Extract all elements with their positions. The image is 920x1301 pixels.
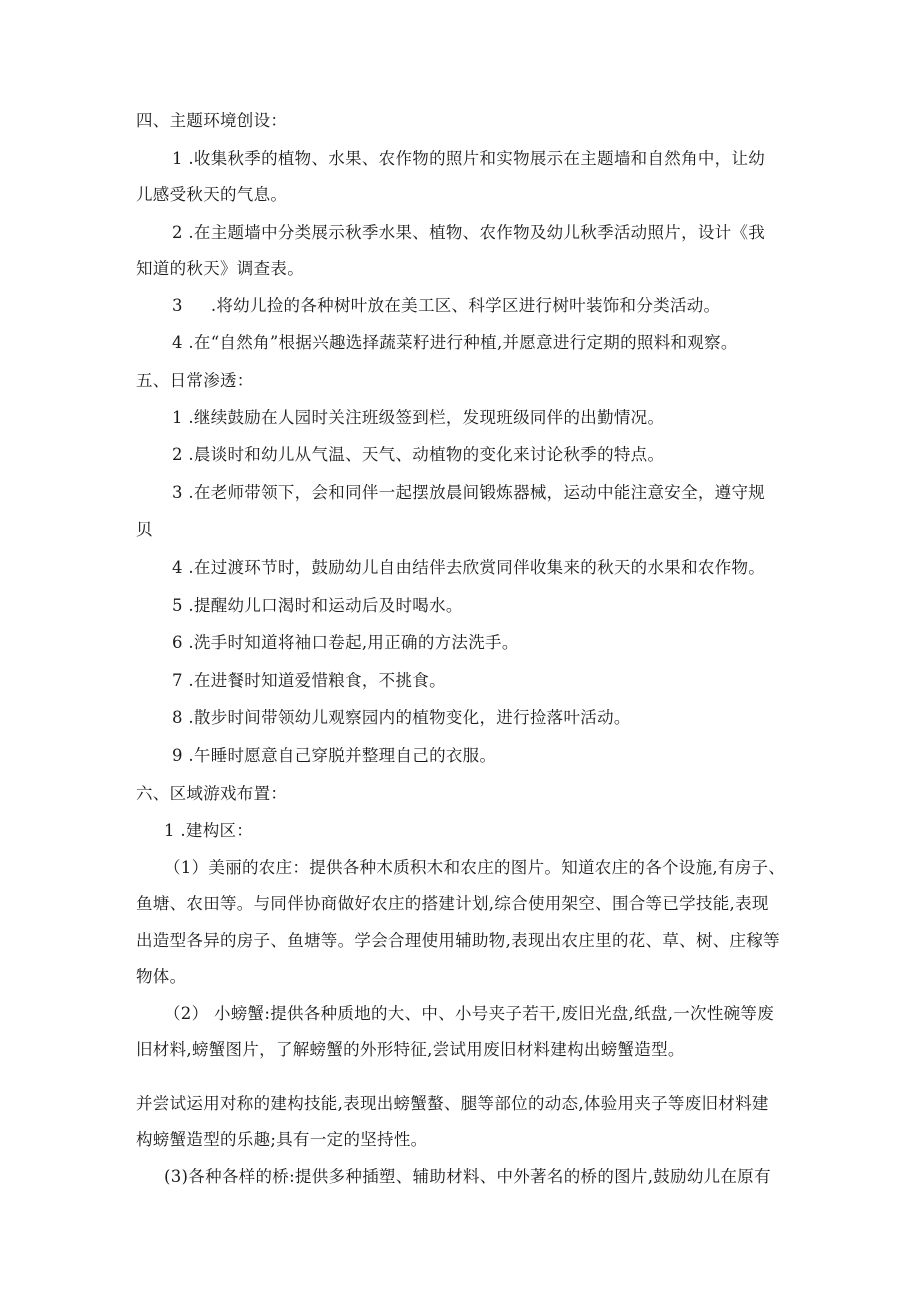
section5-item5: 5 .提醒幼儿口渴时和运动后及时喝水。 (172, 596, 463, 615)
section6-sub1: 1 .建构区： (164, 821, 254, 840)
section5-item3-line2: 贝 (136, 520, 153, 539)
section4-heading: 四、主题环境创设： (136, 111, 288, 130)
section5-item7: 7 .在进餐时知道爱惜粮食，不挑食。 (172, 671, 446, 690)
section5-item9: 9 .午睡时愿意自己穿脱并整理自己的衣服。 (172, 746, 497, 765)
section6-p1-line3: 出造型各异的房子、鱼塘等。学会合理使用辅助物,表现出农庄里的花、草、树、庄稼等 (136, 931, 780, 950)
section6-p1-line2: 鱼塘、农田等。与同伴协商做好农庄的搭建计划,综合使用架空、围合等已学技能,表现 (136, 894, 769, 913)
section6-p2-line1: （2） 小螃蟹:提供各种质地的大、中、小号夹子若干,废旧光盘,纸盘,一次性碗等废 (164, 1004, 775, 1023)
section6-heading: 六、区域游戏布置： (136, 784, 288, 803)
section6-p3-line2: 构螃蟹造型的乐趣;具有一定的坚持性。 (136, 1130, 428, 1149)
section6-p1-line1: （1）美丽的农庄：提供各种木质积木和农庄的图片。知道农庄的各个设施,有房子、 (164, 858, 786, 877)
section5-item8: 8 .散步时间带领幼儿观察园内的植物变化，进行捡落叶活动。 (172, 708, 631, 727)
section6-p2-line2: 旧材料,螃蟹图片，了解螃蟹的外形特征,尝试用废旧材料建构出螃蟹造型。 (136, 1040, 685, 1059)
section5-item4: 4 .在过渡环节时，鼓励幼儿自由结伴去欣赏同伴收集来的秋天的水果和农作物。 (172, 558, 766, 577)
section4-item2-line1: 2 .在主题墙中分类展示秋季水果、植物、农作物及幼儿秋季活动照片，设计《我 (172, 223, 766, 242)
section6-p1-line4: 物体。 (136, 967, 187, 986)
section6-p3-line1: 并尝试运用对称的建构技能,表现出螃蟹螯、腿等部位的动态,体验用夹子等废旧材料建 (136, 1094, 769, 1113)
section5-item6: 6 .洗手时知道将袖口卷起,用正确的方法洗手。 (172, 633, 519, 652)
section4-item3-text: .将幼儿捡的各种树叶放在美工区、科学区进行树叶装饰和分类活动。 (210, 296, 721, 315)
section5-heading: 五、日常渗透： (136, 371, 254, 390)
section4-item4: 4 .在“自然角”根据兴趣选择蔬菜籽进行种植,并愿意进行定期的照料和观察。 (172, 333, 738, 352)
section4-item3 (172, 295, 720, 317)
section6-p4-line1: (3)各种各样的桥:提供多种插塑、辅助材料、中外著名的桥的图片,鼓励幼儿在原有 (164, 1167, 771, 1186)
section4-item1-line2: 儿感受秋天的气息。 (136, 185, 288, 204)
section5-item3-line1: 3 .在老师带领下，会和同伴一起摆放晨间锻炼器械，运动中能注意安全，遵守规 (172, 483, 766, 502)
section4-item2-line2: 知道的秋天》调查表。 (136, 259, 304, 278)
section5-item2: 2 .晨谈时和幼儿从气温、天气、动植物的变化来讨论秋季的特点。 (172, 445, 665, 464)
section4-item3-number: 3 (172, 296, 183, 315)
section4-item1-line1: 1 .收集秋季的植物、水果、农作物的照片和实物展示在主题墙和自然角中，让幼 (172, 149, 766, 168)
section5-item1: 1 .继续鼓励在人园时关注班级签到栏，发现班级同伴的出勤情况。 (172, 408, 665, 427)
